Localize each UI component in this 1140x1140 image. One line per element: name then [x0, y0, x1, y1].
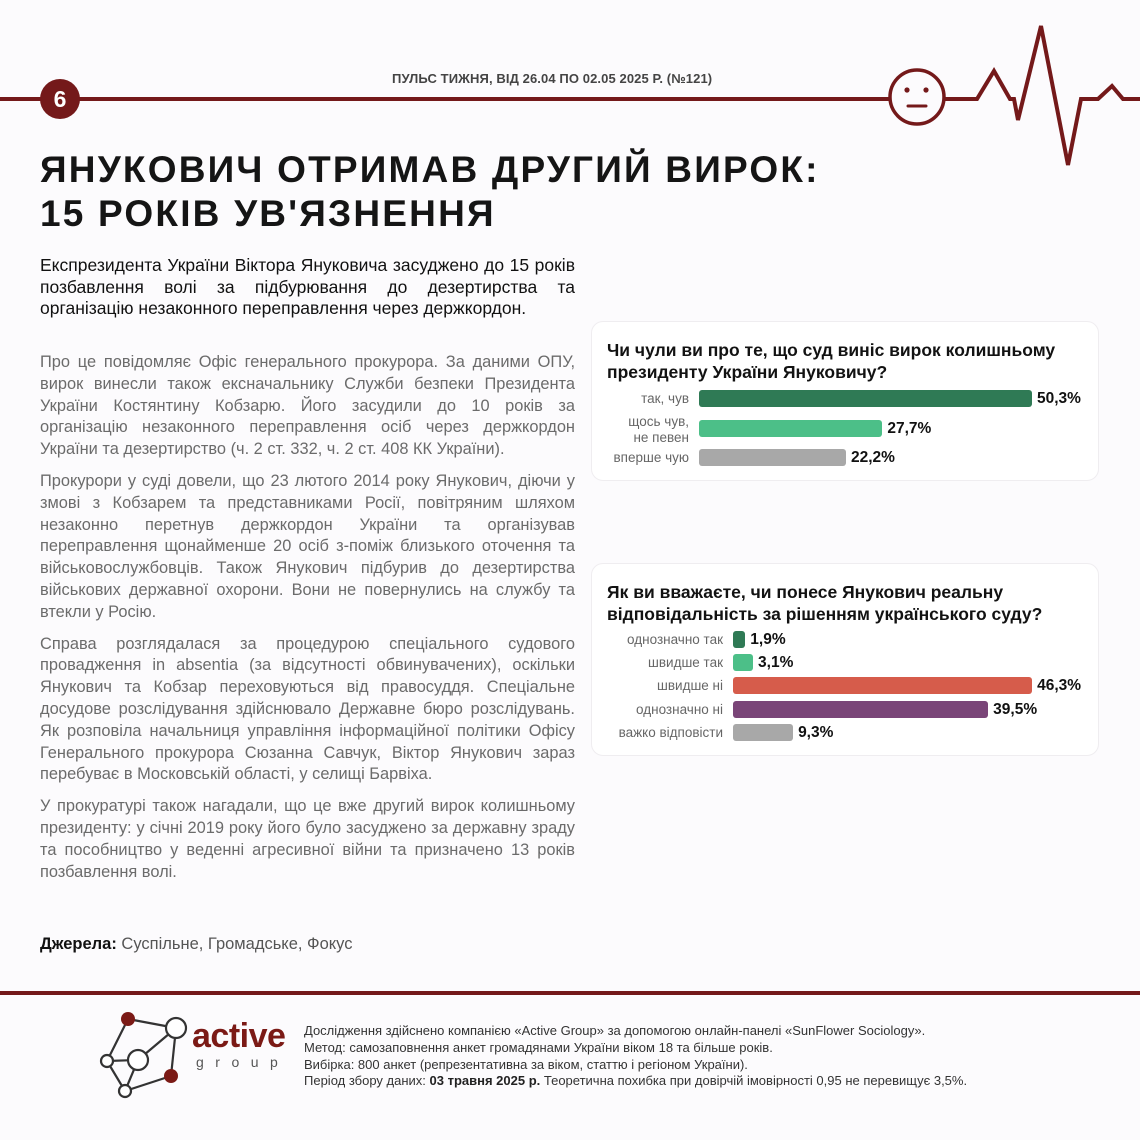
- bar-value-label: 1,9%: [750, 631, 786, 648]
- heartbeat-line-icon: [944, 26, 1140, 165]
- bar-value-label: 39,5%: [993, 700, 1038, 718]
- active-group-logo-icon: [95, 1005, 205, 1105]
- poll-question: Чи чули ви про те, що суд виніс вирок колишньому президенту України Януковичу?: [607, 340, 1056, 382]
- bar-row: [592, 413, 1098, 445]
- bar-row: [592, 724, 1098, 742]
- bar: [733, 654, 753, 671]
- bar-row: [592, 390, 1098, 408]
- bar-label: швидше так: [648, 655, 723, 671]
- bar: [699, 449, 846, 466]
- bar-value-label: 46,3%: [1037, 677, 1082, 695]
- methodology-line: Вибірка: 800 анкет (репрезентативна за віком, статтю і регіоном України).: [304, 1056, 748, 1072]
- bar: [699, 420, 882, 437]
- page-number-badge: 6: [40, 79, 80, 119]
- bar-row: [592, 654, 1098, 672]
- methodology-line: Дослідження здійснено компанією «Active Group» за допомогою онлайн-панелі «SunFlower Sociology».: [304, 1023, 926, 1038]
- issue-label: ПУЛЬС ТИЖНЯ, ВІД 26.04 ПО 02.05 2025 Р. (№121): [392, 71, 713, 86]
- title-line-2: 15 РОКІВ УВ'ЯЗНЕННЯ: [40, 193, 496, 234]
- article-lead: Експрезидента України Віктора Януковича засуджено до 15 років позбавлення волі за підбурювання до дезертирства та організацію незаконного переправлення через держкордон.: [40, 255, 575, 318]
- bar-label: однозначно ні: [636, 701, 723, 717]
- article-paragraph: Прокурори у суді довели, що 23 лютого 2014 року Янукович, діючи у змові з Кобзарем та представниками Росії, повітряним шляхом незаконно перетнув держкордон України та організував переправлення щонайменше 20 осіб з-поміж близького оточення та військовослужбовців. Також Янукович підбурив до дезертирства військових державної охорони. Вони не повернулись на службу та втекли у Росію.: [40, 471, 575, 621]
- bar-row: [592, 631, 1098, 649]
- bar: [733, 631, 745, 648]
- period-date: 03 травня 2025 р.: [429, 1073, 541, 1089]
- bar: [733, 701, 988, 718]
- bar-row: [592, 449, 1098, 467]
- bar-value-label: 9,3%: [798, 723, 834, 741]
- bar-value-label: 27,7%: [887, 419, 932, 437]
- bar: [733, 677, 1032, 694]
- bar-value-label: 22,2%: [850, 449, 895, 466]
- bar-label: так, чув: [641, 391, 689, 406]
- bar-value-label: 50,3%: [1036, 390, 1081, 407]
- methodology-line: Метод: самозаповнення анкет громадянами України віком 18 та більше років.: [304, 1039, 773, 1055]
- article-paragraph: Справа розглядалася за процедурою спеціального судового провадження in absentia (за відсутності обвинувачених), оскільки Янукович та Кобзар переховуються від правосуддя. Спеціальне досудове розслідування здійснювало Державне бюро розслідувань. Як розповіла начальниця управління інформаційної політики Офісу Генерального прокурора Сюзанна Савчук, Віктор Янукович зараз перебуває в Московській області, у селищі Барвіха.: [40, 634, 575, 784]
- poll-card-awareness: [591, 321, 1099, 481]
- period-label: Період збору даних:: [304, 1073, 426, 1089]
- bar-row: [592, 677, 1098, 695]
- article-title: [40, 148, 860, 236]
- logo-wordmark: active: [192, 1017, 286, 1055]
- bar-label: швидше ні: [657, 678, 723, 694]
- margin-of-error: Теоретична похибка при довірчій імовірності 0,95 не перевищує 3,5%.: [543, 1073, 968, 1089]
- sources-value: Суспільне, Громадське, Фокус: [121, 935, 353, 953]
- methodology-note: [304, 1023, 1104, 1090]
- bar-row: [592, 701, 1098, 719]
- neutral-face-icon: [890, 70, 944, 124]
- bar-label: однозначно так: [627, 632, 723, 647]
- bar: [733, 724, 793, 741]
- article-body: [40, 352, 575, 893]
- methodology-line: [304, 1073, 1104, 1090]
- bar-label: важко відповісти: [618, 724, 723, 740]
- article-paragraph: Про це повідомляє Офіс генерального прокурора. За даними ОПУ, вирок винесли також ексначальнику Служби безпеки Президента України Костянтину Кобзарю. Його засудили до 10 років за організацію незаконного переправлення осіб через держкордон України та дезертирство (ч. 2 ст. 332, ч. 2 ст. 408 КК України).: [40, 353, 575, 459]
- article-paragraph: У прокуратурі також нагадали, що це вже другий вирок колишньому президенту: у січні 2019 року його було засуджено за державну зраду та пособництво у веденні агресивної війни та призначено 13 років позбавлення волі.: [40, 797, 575, 881]
- bar-value-label: 3,1%: [758, 654, 794, 672]
- bar-label: вперше чую: [613, 450, 689, 465]
- poll-card-accountability: [591, 563, 1099, 756]
- title-line-1: ЯНУКОВИЧ ОТРИМАВ ДРУГИЙ ВИРОК:: [40, 149, 820, 190]
- bar: [699, 390, 1032, 407]
- poll-question: Як ви вважаєте, чи понесе Янукович реальну відповідальність за рішенням українського суду?: [607, 582, 1043, 624]
- footer-rule: [0, 991, 1140, 995]
- bar-label: щось чув, не певен: [628, 413, 689, 445]
- article-sources: [40, 935, 352, 954]
- logo-subtitle: group: [196, 1054, 290, 1070]
- sources-label: Джерела:: [40, 935, 117, 953]
